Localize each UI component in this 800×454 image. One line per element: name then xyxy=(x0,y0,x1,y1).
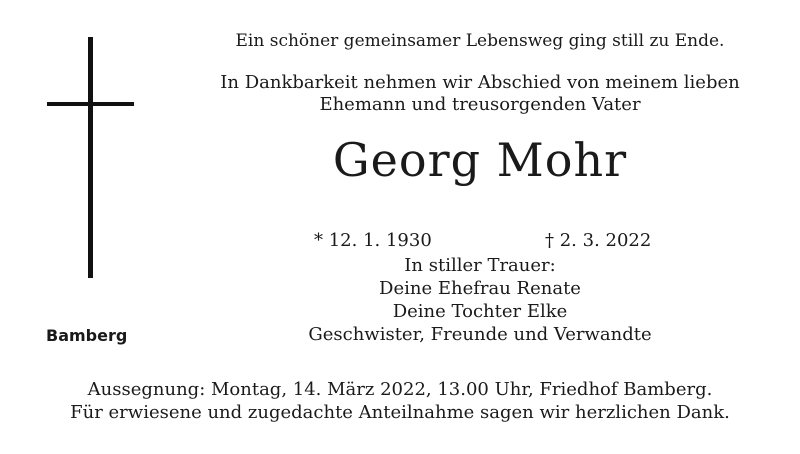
cross-horizontal-bar xyxy=(47,102,134,106)
death-date: † 2. 3. 2022 xyxy=(545,230,652,251)
cross-vertical-bar xyxy=(88,37,93,278)
intro-text: Ein schöner gemeinsamer Lebensweg ging still zu Ende. xyxy=(235,31,725,51)
funeral-info: Aussegnung: Montag, 14. März 2022, 13.00 Uhr, Friedhof Bamberg. xyxy=(87,379,713,400)
farewell-line-1: In Dankbarkeit nehmen wir Abschied von meinem lieben xyxy=(220,72,740,93)
mourners-heading: In stiller Trauer: xyxy=(404,255,556,276)
place-label: Bamberg xyxy=(46,326,128,345)
mourner-relatives: Geschwister, Freunde und Verwandte xyxy=(308,324,652,345)
mourner-wife: Deine Ehefrau Renate xyxy=(379,278,581,299)
birth-date: * 12. 1. 1930 xyxy=(314,230,432,251)
mourner-daughter: Deine Tochter Elke xyxy=(392,301,568,322)
thanks-text: Für erwiesene und zugedachte Anteilnahme sagen wir herzlichen Dank. xyxy=(70,402,730,423)
farewell-line-2: Ehemann und treusorgenden Vater xyxy=(319,94,641,115)
deceased-name: Georg Mohr xyxy=(332,133,628,187)
